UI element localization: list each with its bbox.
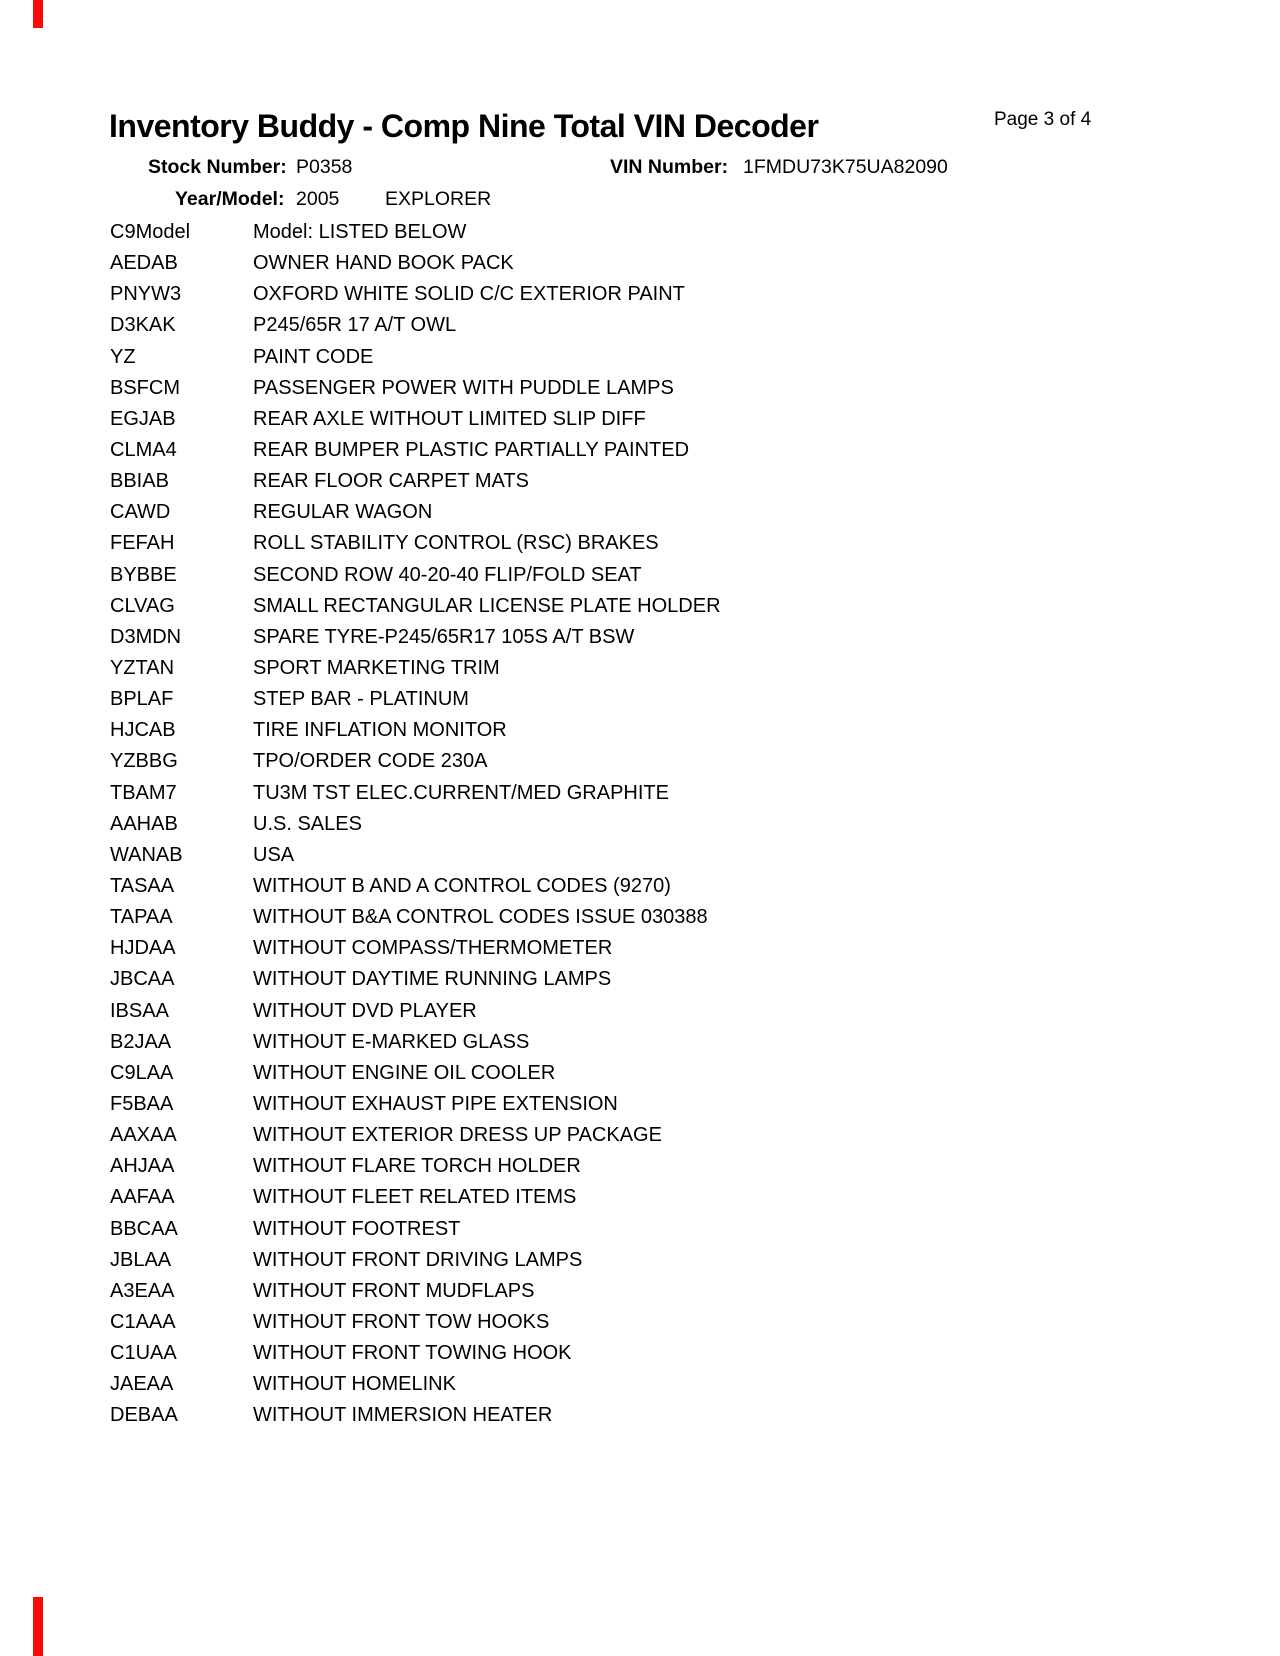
option-code: C9LAA: [110, 1061, 174, 1084]
option-row: [110, 1400, 1170, 1431]
option-code: JAEAA: [110, 1373, 174, 1396]
option-row: [110, 746, 1170, 777]
option-row: [110, 684, 1170, 715]
option-description: WITHOUT EXHAUST PIPE EXTENSION: [253, 1092, 618, 1115]
option-description: TU3M TST ELEC.CURRENT/MED GRAPHITE: [253, 781, 669, 804]
option-description: REAR BUMPER PLASTIC PARTIALLY PAINTED: [253, 438, 690, 461]
option-code: FEFAH: [110, 532, 175, 555]
option-row: [110, 310, 1170, 341]
option-description: WITHOUT B AND A CONTROL CODES (9270): [253, 874, 671, 897]
option-row: [110, 1089, 1170, 1120]
option-code: BPLAF: [110, 688, 174, 711]
option-code: YZTAN: [110, 656, 175, 679]
option-row: [110, 902, 1170, 933]
option-row: [110, 1276, 1170, 1307]
option-code: TAPAA: [110, 906, 173, 929]
option-code: WANAB: [110, 843, 183, 866]
option-row: [110, 996, 1170, 1027]
option-code: C9Model: [110, 221, 191, 243]
option-description: REGULAR WAGON: [253, 501, 433, 524]
option-row: [110, 217, 1170, 248]
year-value: 2005: [296, 188, 340, 210]
option-description: WITHOUT FRONT TOWING HOOK: [253, 1342, 572, 1365]
vin-number-value: 1FMDU73K75UA82090: [743, 156, 948, 178]
option-description: Model: LISTED BELOW: [253, 221, 467, 243]
option-description: WITHOUT ENGINE OIL COOLER: [253, 1061, 556, 1084]
option-description: SPARE TYRE-P245/65R17 105S A/T BSW: [253, 625, 635, 648]
option-description: SPORT MARKETING TRIM: [253, 656, 500, 679]
option-row: [110, 373, 1170, 404]
scan-artifact-mark-bottom: [33, 1597, 43, 1656]
option-code: CLVAG: [110, 594, 175, 617]
stock-number-label: Stock Number:: [148, 156, 287, 178]
option-code: AAHAB: [110, 812, 178, 835]
option-code: C1UAA: [110, 1342, 177, 1365]
option-code: DEBAA: [110, 1404, 178, 1427]
option-row: [110, 1027, 1170, 1058]
option-row: [110, 528, 1170, 559]
option-row: [110, 715, 1170, 746]
option-description: WITHOUT FRONT DRIVING LAMPS: [253, 1248, 583, 1271]
year-model-label: Year/Model:: [175, 188, 285, 210]
page-number-indicator: Page 3 of 4: [994, 109, 1092, 130]
option-description: WITHOUT DVD PLAYER: [253, 999, 477, 1022]
option-row: [110, 279, 1170, 310]
option-code: B2JAA: [110, 1030, 172, 1053]
option-row: [110, 435, 1170, 466]
option-code: AAFAA: [110, 1186, 175, 1209]
option-row: [110, 497, 1170, 528]
option-description: ROLL STABILITY CONTROL (RSC) BRAKES: [253, 532, 659, 555]
option-row: [110, 964, 1170, 995]
option-code: BYBBE: [110, 563, 177, 586]
option-code: C1AAA: [110, 1310, 176, 1333]
option-row: [110, 1245, 1170, 1276]
option-description: OWNER HAND BOOK PACK: [253, 252, 514, 275]
option-row: [110, 404, 1170, 435]
option-code: F5BAA: [110, 1092, 174, 1115]
option-description: WITHOUT FRONT MUDFLAPS: [253, 1279, 535, 1302]
option-description: WITHOUT B&A CONTROL CODES ISSUE 030388: [253, 906, 708, 929]
option-row: [110, 1058, 1170, 1089]
scan-artifact-mark-top: [33, 0, 43, 28]
option-code: TBAM7: [110, 781, 177, 804]
option-code: JBLAA: [110, 1248, 172, 1271]
option-code: CLMA4: [110, 438, 177, 461]
option-code: YZBBG: [110, 750, 178, 773]
option-description: WITHOUT FRONT TOW HOOKS: [253, 1310, 550, 1333]
option-code: HJCAB: [110, 719, 176, 742]
option-row: [110, 653, 1170, 684]
option-code: D3KAK: [110, 314, 176, 337]
option-code: CAWD: [110, 501, 171, 524]
option-row: [110, 1120, 1170, 1151]
option-row: [110, 1307, 1170, 1338]
option-code: YZ: [110, 345, 136, 368]
option-description: U.S. SALES: [253, 812, 362, 835]
option-row: [110, 1182, 1170, 1213]
option-code: IBSAA: [110, 999, 169, 1022]
model-value: EXPLORER: [385, 188, 492, 210]
option-description: SECOND ROW 40-20-40 FLIP/FOLD SEAT: [253, 563, 642, 586]
option-description: WITHOUT DAYTIME RUNNING LAMPS: [253, 968, 612, 991]
page-title: Inventory Buddy - Comp Nine Total VIN Decoder: [109, 108, 819, 144]
option-code: HJDAA: [110, 937, 176, 960]
option-row: [110, 778, 1170, 809]
option-code: D3MDN: [110, 625, 182, 648]
option-code: AEDAB: [110, 252, 178, 275]
option-description: PASSENGER POWER WITH PUDDLE LAMPS: [253, 376, 674, 399]
option-description: WITHOUT FLARE TORCH HOLDER: [253, 1155, 581, 1178]
option-code: JBCAA: [110, 968, 175, 991]
option-description: TPO/ORDER CODE 230A: [253, 750, 488, 773]
option-description: WITHOUT FLEET RELATED ITEMS: [253, 1186, 577, 1209]
option-code: AHJAA: [110, 1155, 175, 1178]
option-row: [110, 809, 1170, 840]
option-code: BSFCM: [110, 376, 180, 399]
option-description: P245/65R 17 A/T OWL: [253, 314, 457, 337]
option-row: [110, 1338, 1170, 1369]
option-row: [110, 342, 1170, 373]
option-description: PAINT CODE: [253, 345, 374, 368]
option-row: [110, 933, 1170, 964]
option-code: PNYW3: [110, 283, 182, 306]
option-code: BBCAA: [110, 1217, 178, 1240]
option-row: [110, 840, 1170, 871]
option-row: [110, 591, 1170, 622]
option-description: WITHOUT IMMERSION HEATER: [253, 1404, 553, 1427]
option-code: BBIAB: [110, 470, 169, 493]
option-description: WITHOUT EXTERIOR DRESS UP PACKAGE: [253, 1124, 662, 1147]
option-description: OXFORD WHITE SOLID C/C EXTERIOR PAINT: [253, 283, 685, 306]
option-description: TIRE INFLATION MONITOR: [253, 719, 507, 742]
option-description: STEP BAR - PLATINUM: [253, 688, 469, 711]
option-row: [110, 248, 1170, 279]
option-description: SMALL RECTANGULAR LICENSE PLATE HOLDER: [253, 594, 721, 617]
option-code: AAXAA: [110, 1124, 177, 1147]
option-row: [110, 466, 1170, 497]
option-row: [110, 1369, 1170, 1400]
option-row: [110, 1151, 1170, 1182]
option-row: [110, 871, 1170, 902]
vin-number-label: VIN Number:: [610, 156, 729, 178]
stock-number-value: P0358: [296, 156, 353, 178]
option-row: [110, 560, 1170, 591]
option-description: WITHOUT E-MARKED GLASS: [253, 1030, 530, 1053]
options-list: [110, 217, 1170, 1431]
option-description: WITHOUT COMPASS/THERMOMETER: [253, 937, 613, 960]
option-row: [110, 622, 1170, 653]
option-description: REAR AXLE WITHOUT LIMITED SLIP DIFF: [253, 407, 646, 430]
option-code: A3EAA: [110, 1279, 175, 1302]
option-code: EGJAB: [110, 407, 176, 430]
option-description: USA: [253, 843, 295, 866]
option-description: WITHOUT HOMELINK: [253, 1373, 456, 1396]
option-code: TASAA: [110, 874, 175, 897]
option-description: WITHOUT FOOTREST: [253, 1217, 461, 1240]
option-row: [110, 1214, 1170, 1245]
option-description: REAR FLOOR CARPET MATS: [253, 470, 529, 493]
